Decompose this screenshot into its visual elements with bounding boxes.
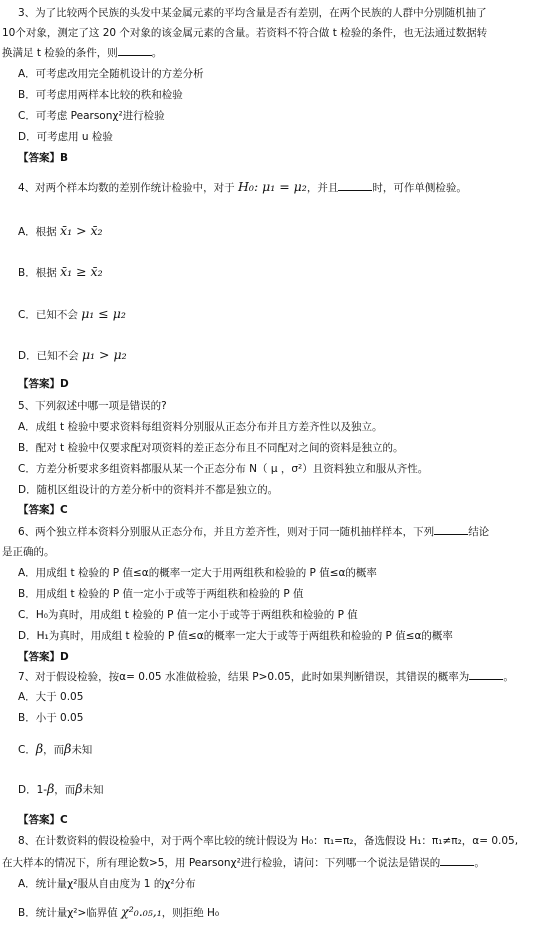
q4-option-b-formula: x̄₁ ≥ x̄₂ xyxy=(60,264,103,279)
q3-option-b: B．可考虑用两样本比较的秩和检验 xyxy=(18,89,183,101)
q7-option-d-mid: ，而 xyxy=(54,784,76,796)
q7-option-c-label: C． xyxy=(18,744,36,756)
answer-blank xyxy=(338,180,372,191)
q4-option-c xyxy=(18,305,126,324)
q8-option-b xyxy=(18,903,219,922)
q6-option-a: A．用成组 t 检验的 P 值≤α的概率一定大于用两组秩和检验的 P 值≤α的概率 xyxy=(18,567,377,579)
q4-option-d-label: D．已知不会 xyxy=(18,350,79,362)
beta-symbol: β xyxy=(35,741,44,756)
q7-option-c xyxy=(18,740,92,759)
q7-option-d xyxy=(18,780,104,799)
q8-option-a: A．统计量χ²服从自由度为 1 的χ²分布 xyxy=(18,878,196,890)
q4-option-a-label: A．根据 xyxy=(18,226,57,238)
q6-option-c: C．H₀为真时，用成组 t 检验的 P 值一定小于或等于两组秩和检验的 P 值 xyxy=(18,609,358,621)
q6-line-1-end: 结论 xyxy=(468,526,490,538)
q4-option-d-formula: μ₁ > μ₂ xyxy=(81,347,127,362)
q6-line-1-text: 6、两个独立样本资料分别服从正态分布，并且方差齐性，则对于同一随机抽样样本，下列 xyxy=(18,526,435,538)
q4-option-c-label: C．已知不会 xyxy=(18,309,78,321)
q3-answer: 【答案】B xyxy=(18,152,69,164)
q4-option-a xyxy=(18,222,103,241)
q8-option-b-end: ，则拒绝 H₀ xyxy=(161,907,220,919)
q3-line-3-end: 。 xyxy=(151,47,163,59)
q7-stem-end: 。 xyxy=(503,671,514,683)
q4-hypothesis-formula: H₀: μ₁ = μ₂ xyxy=(238,179,307,194)
q7-answer: 【答案】C xyxy=(18,814,68,826)
q8-line-2 xyxy=(2,855,485,870)
q3-line-3 xyxy=(2,45,162,60)
q5-option-d: D．随机区组设计的方差分析中的资料并不都是独立的。 xyxy=(18,484,279,496)
answer-blank xyxy=(118,45,152,56)
q4-stem-mid: ，并且 xyxy=(306,182,339,194)
q6-option-b: B．用成组 t 检验的 P 值一定小于或等于两组秩和检验的 P 值 xyxy=(18,588,304,600)
q4-stem xyxy=(18,178,467,197)
q3-option-d: D．可考虑用 u 检验 xyxy=(18,131,113,143)
q5-answer: 【答案】C xyxy=(18,504,68,516)
q5-stem: 5、下列叙述中哪一项是错误的? xyxy=(18,400,167,412)
q4-stem-text: 4、对两个样本均数的差别作统计检验中，对于 xyxy=(18,182,235,194)
q4-option-a-formula: x̄₁ > x̄₂ xyxy=(60,223,103,238)
q8-option-b-label: B．统计量χ²>临界值 xyxy=(18,907,118,919)
q3-line-3-text: 换满足 t 检验的条件，则 xyxy=(2,47,118,59)
q3-option-c: C．可考虑 Pearsonχ²进行检验 xyxy=(18,110,165,122)
q8-line-2-text: 在大样本的情况下，所有理论数>5，用 Pearsonχ²进行检验，请问：下列哪一个说法是错误的 xyxy=(2,857,441,869)
q7-stem xyxy=(18,669,514,684)
q5-option-c: C．方差分析要求多组资料都服从某一个正态分布 N（ μ ，σ²）且资料独立和服从齐性。 xyxy=(18,463,429,475)
q4-stem-end: 时，可作单侧检验。 xyxy=(372,182,467,194)
q7-option-d-label: D．1- xyxy=(18,784,48,796)
q8-option-b-formula: χ²₀.₀₅,₁ xyxy=(121,904,162,919)
answer-blank xyxy=(434,524,468,535)
q4-option-d xyxy=(18,346,127,365)
q4-option-c-formula: μ₁ ≤ μ₂ xyxy=(81,306,126,321)
beta-symbol: β xyxy=(47,781,55,796)
q5-option-b: B．配对 t 检验中仅要求配对项资料的差正态分布且不同配对之间的资料是独立的。 xyxy=(18,442,404,454)
beta-symbol: β xyxy=(75,781,83,796)
q5-option-a: A．成组 t 检验中要求资料每组资料分别服从正态分布并且方差齐性以及独立。 xyxy=(18,421,383,433)
q6-line-1 xyxy=(18,524,489,539)
answer-blank xyxy=(440,855,474,866)
q8-line-2-end: 。 xyxy=(474,857,485,869)
q7-stem-text: 7、对于假设检验，按α= 0.05 水准做检验，结果 P>0.05，此时如果判断错误，其错误的概率为 xyxy=(18,671,470,683)
q4-option-b xyxy=(18,263,103,282)
q6-line-2: 是正确的。 xyxy=(2,546,55,558)
answer-blank xyxy=(469,669,503,680)
q8-line-1: 8、在计数资料的假设检验中，对于两个率比较的统计假设为 H₀：π₁=π₂，备选假设 H₁：π₁≠π₂，α= 0.05, xyxy=(18,835,519,847)
q7-option-b: B．小于 0.05 xyxy=(18,712,84,724)
q3-option-a: A．可考虑改用完全随机设计的方差分析 xyxy=(18,68,204,80)
q7-option-c-end: 未知 xyxy=(71,744,93,756)
q6-answer: 【答案】D xyxy=(18,651,69,663)
q7-option-a: A．大于 0.05 xyxy=(18,691,84,703)
q4-option-b-label: B．根据 xyxy=(18,267,57,279)
q6-option-d: D．H₁为真时，用成组 t 检验的 P 值≤α的概率一定大于或等于两组秩和检验的 P 值≤α的概率 xyxy=(18,630,453,642)
beta-symbol: β xyxy=(64,741,72,756)
q4-answer: 【答案】D xyxy=(18,378,69,390)
q7-option-c-mid: ，而 xyxy=(43,744,65,756)
q7-option-d-end: 未知 xyxy=(82,784,104,796)
q3-line-1: 3、为了比较两个民族的头发中某金属元素的平均含量是否有差别，在两个民族的人群中分别随机抽了 xyxy=(18,7,487,19)
q3-line-2: 10个对象，测定了这 20 个对象的该金属元素的含量。若资料不符合做 t 检验的条件，也无法通过数据转 xyxy=(2,27,488,39)
